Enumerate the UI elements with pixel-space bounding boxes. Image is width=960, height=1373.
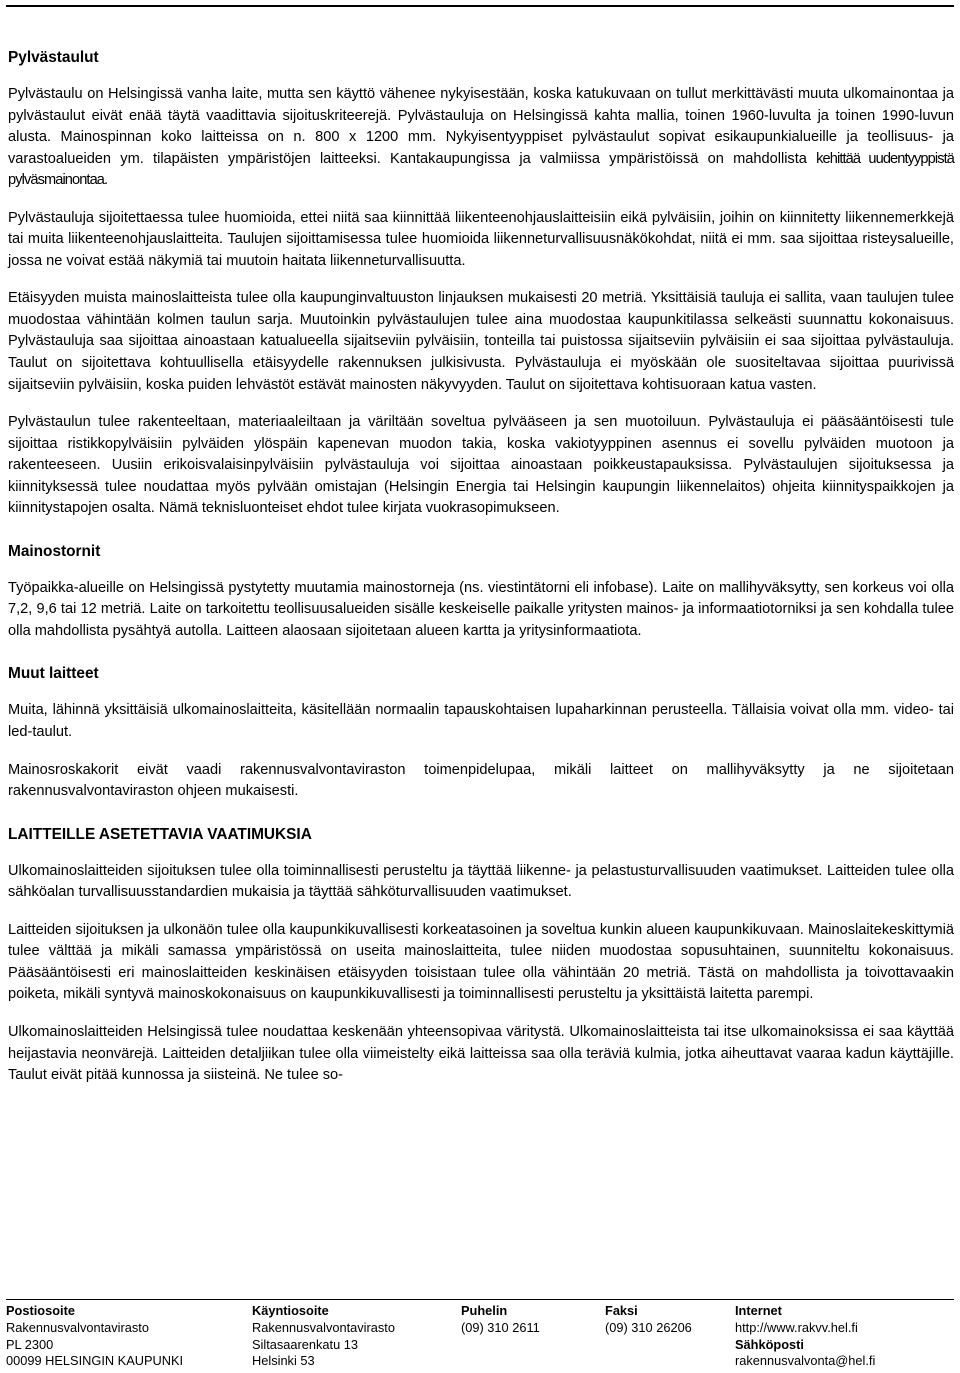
paragraph: Ulkomainoslaitteiden sijoituksen tulee olla toiminnallisesti perusteltu ja täyttää liikenne- ja pelastusturvallisuuden vaatimukset. Laitteiden tulee olla sähköalan turvallisuusstandardien mukaisia ja täyttää sähköturvallisuuden vaatimukset.: [8, 862, 954, 901]
footer-label: Puhelin: [461, 1303, 508, 1318]
footer-kayntiosoite: [252, 1303, 461, 1370]
paragraph: Pylvästaulun tulee rakenteeltaan, materiaaleiltaan ja väriltään soveltua pylvääseen ja sen muotoiluun. Pylvästauluja ei pääsääntöisesti tule sijoittaa ristikkopylväisiin pylväiden ylöspäin kapenevan muodon takia, koska vakiotyyppinen asennus ei sovellu pylväiden muotoon ja rakenteeseen. Uusiin erikoisvalaisinpylväisiin pylvästauluja voi sijoittaa ainoastaan poikkeustapauksissa. Pylvästaulujen sijoituksessa ja kiinnityksessä tulee noudattaa myös pylvään omistajan (Helsingin Energia tai Helsingin kaupungin liikennelaitos) ohjeita kiinnityspaikkojen ja kiinnitystapojen osalta. Nämä teknisluonteiset ehdot tulee kirjata vuokrasopimukseen.: [8, 414, 954, 517]
footer-label: Internet: [735, 1303, 782, 1318]
paragraph: Mainosroskakorit eivät vaadi rakennusvalvontaviraston toimenpidelupaa, mikäli laitteet on mallihyväksytty ja ne sijoitetaan rakennusvalvontaviraston ohjeen mukaisesti.: [8, 761, 954, 800]
condensed-text: kehittää uudentyyppistä pylväsmainontaa.: [8, 150, 954, 189]
footer-line: Rakennusvalvontavirasto: [6, 1319, 149, 1335]
footer-fax: (09) 310 26206: [605, 1319, 692, 1335]
footer-website-link[interactable]: http://www.rakvv.hel.fi: [735, 1319, 858, 1335]
footer-line: Siltasaarenkatu 13: [252, 1336, 358, 1352]
top-rule: [6, 5, 954, 7]
footer-line: Helsinki 53: [252, 1353, 315, 1369]
footer-internet: [735, 1303, 954, 1370]
paragraph: Laitteiden sijoituksen ja ulkonäön tulee olla kaupunkikuvallisesti korkeatasoinen ja soveltua kunkin alueen kaupunkikuvaan. Mainoslaitekeskittymiä tulee välttää ja mikäli samassa ympäristössä on useita mainoslaitteita, tulee niiden muodostaa sopusuhtainen, suunniteltu kokonaisuus. Pääsääntöisesti eri mainoslaitteiden keskinäisen etäisyyden toisistaan tulee olla vähintään 20 metriä. Tästä on mahdollista ja toivottavaakin poiketa, mikäli syntyvä mainoskokonaisuus on kaupunkikuvallisesti ja toiminnallisesti perusteltu ja yksittäistä laitetta parempi.: [8, 921, 954, 1003]
paragraph: [8, 84, 954, 192]
section-heading-vaatimukset: LAITTEILLE ASETETTAVIA VAATIMUKSIA: [8, 825, 312, 843]
paragraph: Pylvästauluja sijoitettaessa tulee huomioida, ettei niitä saa kiinnittää liikenteenohjauslaitteisiin eikä pylväisiin, joihin on kiinnitetty liikennemerkkejä tai muita liikenteenohjauslaitteita. Taulujen sijoittamisessa tulee huomioida liikenneturvallisuusnäkökohdat, niitä ei mm. saa sijoittaa risteysalueille, jossa ne voivat estää näkymiä tai muutoin haitata liikenneturvallisuutta.: [8, 209, 954, 269]
footer-label: Käyntiosoite: [252, 1303, 329, 1318]
footer-email-label: Sähköposti: [735, 1336, 804, 1352]
section-heading-mainostornit: Mainostornit: [8, 542, 101, 560]
page-footer: [6, 1299, 954, 1370]
footer-line: 00099 HELSINGIN KAUPUNKI: [6, 1353, 184, 1369]
footer-line: Rakennusvalvontavirasto: [252, 1319, 395, 1335]
paragraph: Työpaikka-alueille on Helsingissä pystytetty muutamia mainostorneja (ns. viestintätorni eli infobase). Laite on mallihyväksytty, sen korkeus voi olla 7,2, 9,6 tai 12 metriä. Laite on tarkoitettu teollisuusalueiden sisälle keskeiselle paikalle yritysten mainos- ja informaatiotorniksi ja sen kohdalla tulee olla mahdollista pysähtyä autolla. Laitteen alaosaan sijoitetaan alueen kartta ja yritysinformaatiota.: [8, 579, 954, 639]
footer-faksi: [605, 1303, 735, 1370]
footer-phone: (09) 310 2611: [461, 1319, 540, 1335]
section-heading-pylvastaulut: Pylvästaulut: [8, 49, 99, 66]
paragraph: Ulkomainoslaitteiden Helsingissä tulee noudattaa keskenään yhteensopivaa väritystä. Ulkomainoslaitteista tai itse ulkomainoksissa ei saa käyttää heijastavia neonvärejä. Laitteiden detaljiikan tulee olla viimeistelty eikä laitteissa saa olla teräviä kulmia, jotka aiheuttavat vaaraa kadun käyttäjille. Taulut eivät pitää kunnossa ja siisteinä. Ne tulee so-: [8, 1023, 954, 1084]
paragraph: Muita, lähinnä yksittäisiä ulkomainoslaitteita, käsitellään normaalin tapauskohtaisen lupaharkinnan perusteella. Tällaisia voivat olla mm. video- tai led-taulut.: [8, 702, 954, 741]
footer-line: PL 2300: [6, 1336, 54, 1352]
paragraph-text: Pylvästaulu on Helsingissä vanha laite, mutta sen käyttö vähenee nykyisestään, koska katukuvaan on tullut merkittävästi muuta ulkomainontaa ja pylvästaulut eivät enää täytä vaadittavia sijoituskriteerejä. Pylvästauluja on Helsingissä kahta mallia, toinen 1960-luvulta ja toinen 1990-luvun alusta. Mainospinnan koko laitteissa on n. 800 x 1200 mm. Nykyisentyyppiset pylvästaulut sopivat esikaupunkialueille ja teollisuus- ja varastoalueiden ym. tilapäisten ympäristöjen laitteeksi. Kantakaupungissa ja valmiissa ympäristöissä on mahdollista: [8, 86, 954, 167]
footer-postiosoite: [6, 1303, 252, 1370]
document-body: [8, 46, 954, 1087]
footer-puhelin: [461, 1303, 605, 1370]
paragraph: Etäisyyden muista mainoslaitteista tulee olla kaupunginvaltuuston linjauksen mukaisesti 20 metriä. Yksittäisiä tauluja ei sallita, vaan taulujen tulee muodostaa vähintään kolmen taulun sarja. Muutoinkin pylvästaulujen tulee aina muodostaa kaupunkitilassa selkeästi suunnattu kokonaisuus. Pylvästauluja saa sijoittaa ainoastaan katualueella sijaitseviin pylväisiin, tonteilla tai puistossa sijaitseviin pylväisiin ei saa sijoittaa pylvästauluja. Taulut on sijoitettava kohtuullisella etäisyydelle rakennuksen julkisivusta. Pylvästauluja ei myöskään ole suositeltavaa sijoittaa puurivissä sijaitseviin pylväisiin, koska puiden lehvästöt estävät mainosten näkyvyyden. Taulut on sijoitettava kohtisuoraan katua vasten.: [8, 290, 954, 393]
footer-label: Postiosoite: [6, 1303, 75, 1318]
footer-email-link[interactable]: rakennusvalvonta@hel.fi: [735, 1353, 876, 1369]
section-heading-muut-laitteet: Muut laitteet: [8, 665, 99, 683]
footer-label: Faksi: [605, 1303, 638, 1318]
